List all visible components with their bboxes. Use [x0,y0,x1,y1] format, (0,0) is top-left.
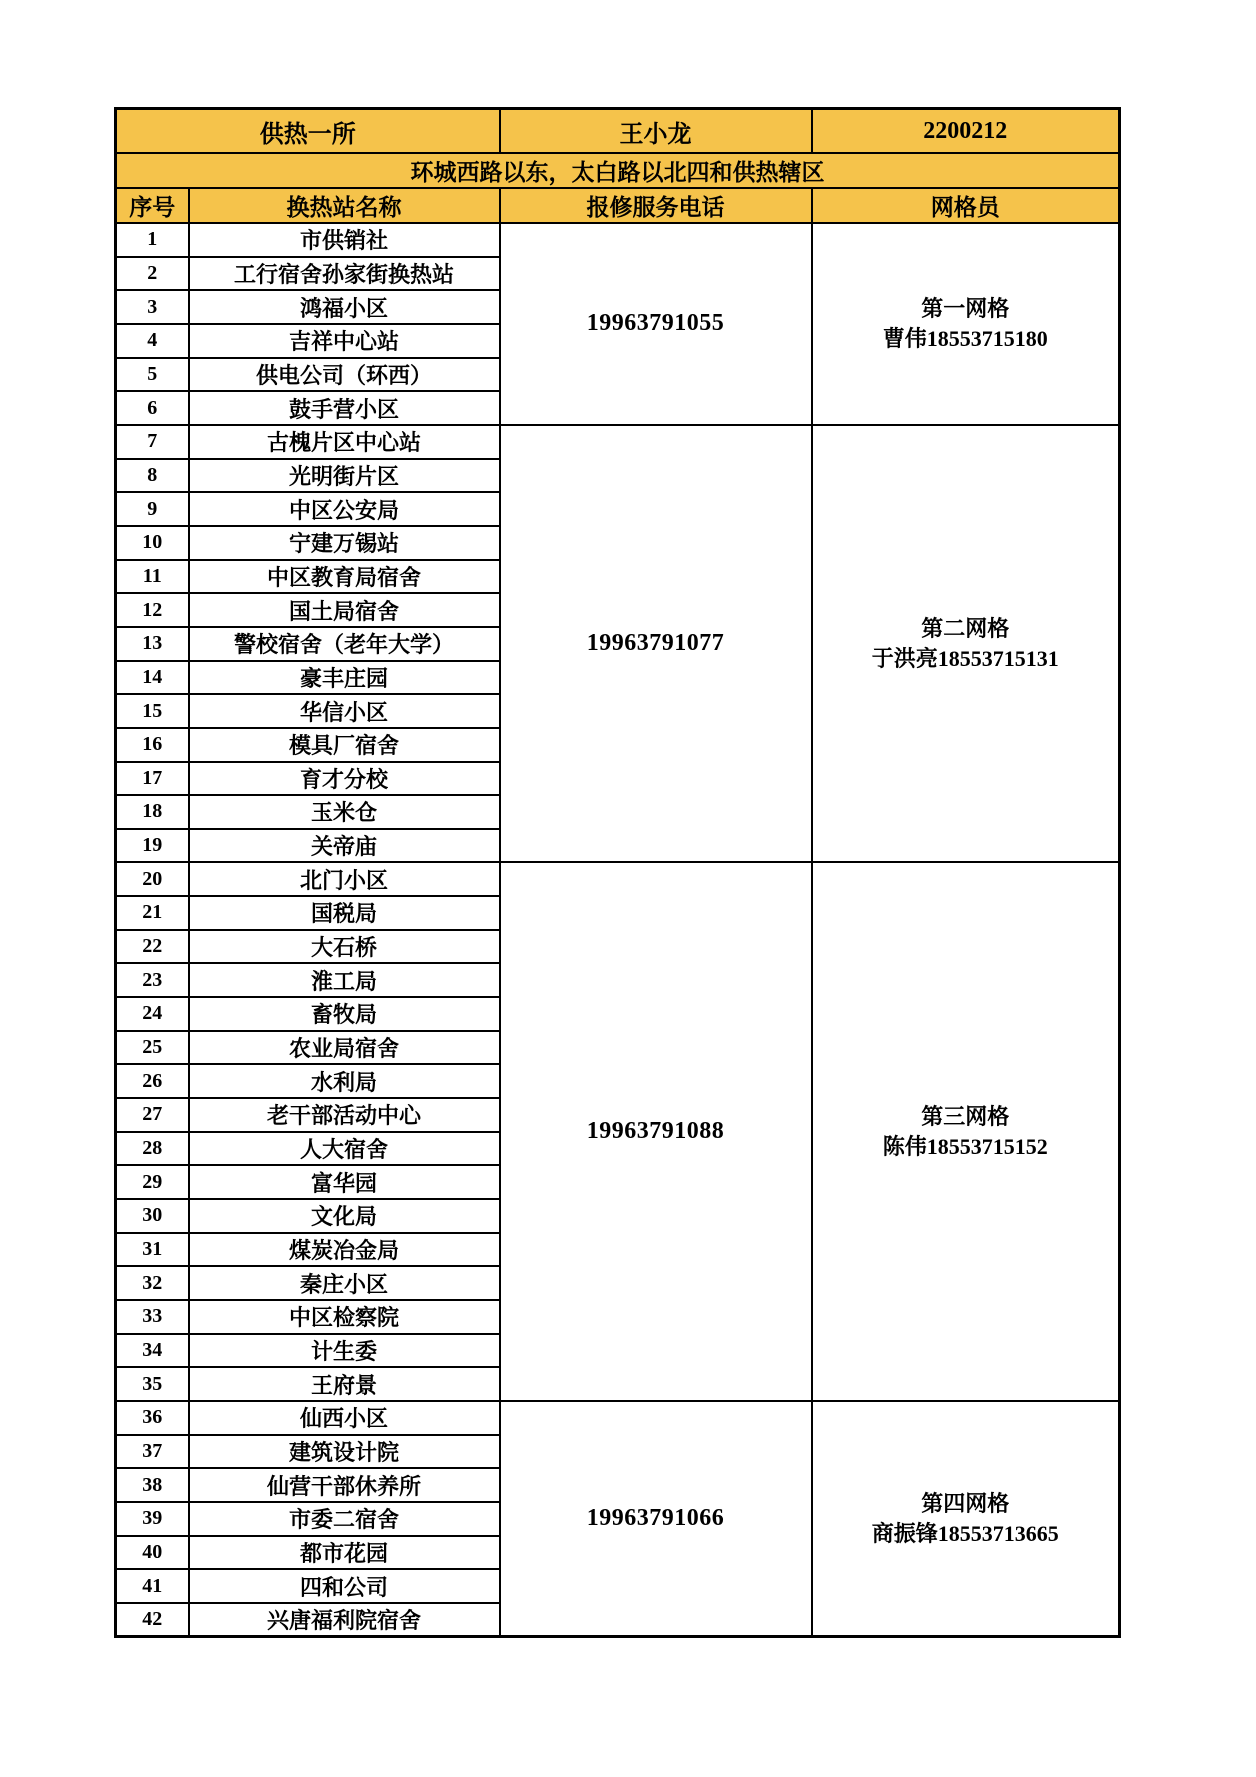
station-name-cell: 兴唐福利院宿舍 [189,1603,500,1637]
station-name-cell: 老干部活动中心 [189,1098,500,1132]
station-name-cell: 模具厂宿舍 [189,728,500,762]
row-index-cell: 40 [116,1536,189,1570]
station-name-cell: 北门小区 [189,862,500,896]
table-row [116,1401,1120,1435]
row-index-cell: 12 [116,593,189,627]
station-name-cell: 中区检察院 [189,1300,500,1334]
repair-phone-cell: 19963791088 [500,862,812,1401]
row-index-cell: 37 [116,1435,189,1469]
column-header-row [116,188,1120,223]
station-name-cell: 国税局 [189,896,500,930]
grid-name: 第三网格 [921,1104,1010,1130]
row-index-cell: 7 [116,425,189,459]
row-index-cell: 34 [116,1334,189,1368]
grid-name: 第二网格 [921,616,1010,642]
station-name-cell: 计生委 [189,1334,500,1368]
row-index-cell: 28 [116,1132,189,1166]
station-name-cell: 工行宿舍孙家街换热站 [189,257,500,291]
row-index-cell: 31 [116,1233,189,1267]
station-name-cell: 人大宿舍 [189,1132,500,1166]
station-name-cell: 王府景 [189,1367,500,1401]
station-name-cell: 秦庄小区 [189,1266,500,1300]
station-name-cell: 中区公安局 [189,492,500,526]
row-index-cell: 6 [116,391,189,425]
manager-name-cell: 王小龙 [500,109,812,154]
row-index-cell: 27 [116,1098,189,1132]
station-name-cell: 水利局 [189,1064,500,1098]
grid-contact: 陈伟18553715152 [882,1133,1048,1159]
row-index-cell: 30 [116,1199,189,1233]
station-name-cell: 育才分校 [189,762,500,796]
station-name-cell: 宁建万锡站 [189,526,500,560]
column-header-phone: 报修服务电话 [500,188,812,223]
office-code-cell: 2200212 [812,109,1120,154]
station-name-cell: 鸿福小区 [189,290,500,324]
station-name-cell: 供电公司（环西） [189,358,500,392]
row-index-cell: 3 [116,290,189,324]
station-name-cell: 市供销社 [189,223,500,257]
station-name-cell: 豪丰庄园 [189,661,500,695]
column-header-index: 序号 [116,188,189,223]
table-body [116,223,1120,1637]
row-index-cell: 29 [116,1165,189,1199]
station-name-cell: 吉祥中心站 [189,324,500,358]
station-name-cell: 畜牧局 [189,997,500,1031]
row-index-cell: 23 [116,963,189,997]
station-name-cell: 富华园 [189,1165,500,1199]
row-index-cell: 35 [116,1367,189,1401]
grid-contact: 商振锋18553713665 [871,1520,1059,1546]
district-row [116,153,1120,188]
row-index-cell: 42 [116,1603,189,1637]
station-name-cell: 玉米仓 [189,795,500,829]
row-index-cell: 4 [116,324,189,358]
row-index-cell: 9 [116,492,189,526]
station-name-cell: 四和公司 [189,1569,500,1603]
station-name-cell: 农业局宿舍 [189,1031,500,1065]
station-name-cell: 古槐片区中心站 [189,425,500,459]
station-name-cell: 鼓手营小区 [189,391,500,425]
row-index-cell: 2 [116,257,189,291]
station-name-cell: 警校宿舍（老年大学） [189,627,500,661]
station-name-cell: 光明街片区 [189,459,500,493]
title-row [116,109,1120,154]
station-name-cell: 华信小区 [189,694,500,728]
row-index-cell: 36 [116,1401,189,1435]
row-index-cell: 15 [116,694,189,728]
grid-worker-cell [812,425,1120,863]
row-index-cell: 8 [116,459,189,493]
station-name-cell: 关帝庙 [189,829,500,863]
row-index-cell: 22 [116,930,189,964]
station-name-cell: 中区教育局宿舍 [189,560,500,594]
row-index-cell: 1 [116,223,189,257]
row-index-cell: 33 [116,1300,189,1334]
row-index-cell: 19 [116,829,189,863]
station-name-cell: 淮工局 [189,963,500,997]
row-index-cell: 20 [116,862,189,896]
office-name-cell: 供热一所 [116,109,500,154]
column-header-grid: 网格员 [812,188,1120,223]
station-name-cell: 仙西小区 [189,1401,500,1435]
grid-worker-cell [812,862,1120,1401]
station-name-cell: 煤炭冶金局 [189,1233,500,1267]
row-index-cell: 24 [116,997,189,1031]
row-index-cell: 14 [116,661,189,695]
grid-name: 第四网格 [921,1490,1010,1516]
repair-phone-cell: 19963791055 [500,223,812,425]
row-index-cell: 26 [116,1064,189,1098]
station-name-cell: 市委二宿舍 [189,1502,500,1536]
grid-contact: 曹伟18553715180 [882,325,1048,351]
district-banner: 环城西路以东，太白路以北四和供热辖区 [116,153,1120,188]
station-name-cell: 建筑设计院 [189,1435,500,1469]
row-index-cell: 11 [116,560,189,594]
repair-phone-cell: 19963791066 [500,1401,812,1637]
station-name-cell: 国土局宿舍 [189,593,500,627]
row-index-cell: 21 [116,896,189,930]
table-row [116,862,1120,896]
grid-contact: 于洪亮18553715131 [871,645,1059,671]
table-row [116,425,1120,459]
row-index-cell: 32 [116,1266,189,1300]
row-index-cell: 17 [116,762,189,796]
grid-worker-cell [812,1401,1120,1637]
station-name-cell: 仙营干部休养所 [189,1468,500,1502]
row-index-cell: 41 [116,1569,189,1603]
table-row [116,223,1120,257]
row-index-cell: 39 [116,1502,189,1536]
heating-district-table [114,107,1121,1638]
row-index-cell: 18 [116,795,189,829]
row-index-cell: 5 [116,358,189,392]
row-index-cell: 13 [116,627,189,661]
row-index-cell: 16 [116,728,189,762]
row-index-cell: 25 [116,1031,189,1065]
row-index-cell: 10 [116,526,189,560]
grid-name: 第一网格 [921,296,1010,322]
station-name-cell: 都市花园 [189,1536,500,1570]
grid-worker-cell [812,223,1120,425]
row-index-cell: 38 [116,1468,189,1502]
station-name-cell: 大石桥 [189,930,500,964]
column-header-station: 换热站名称 [189,188,500,223]
repair-phone-cell: 19963791077 [500,425,812,863]
station-name-cell: 文化局 [189,1199,500,1233]
